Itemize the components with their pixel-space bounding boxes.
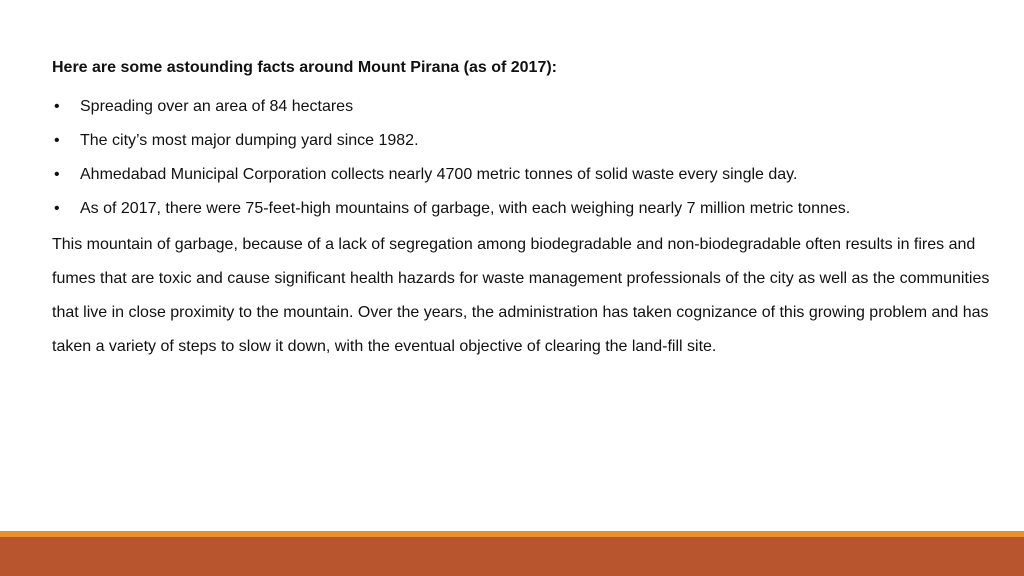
list-item bbox=[52, 90, 1002, 124]
bullet-icon: • bbox=[54, 166, 60, 183]
slide-heading: Here are some astounding facts around Mount Pirana (as of 2017): bbox=[52, 59, 557, 76]
footer-stripe-dark bbox=[0, 537, 1024, 576]
facts-list bbox=[52, 90, 1002, 226]
bullet-icon: • bbox=[54, 132, 60, 149]
slide-content bbox=[52, 56, 1002, 364]
list-item bbox=[52, 124, 1002, 158]
list-item-text: The city’s most major dumping yard since 1982. bbox=[80, 132, 419, 149]
bullet-icon: • bbox=[54, 98, 60, 115]
list-item bbox=[52, 158, 1002, 192]
list-item-text: Spreading over an area of 84 hectares bbox=[80, 98, 354, 115]
bullet-icon: • bbox=[54, 200, 60, 217]
list-item-text: As of 2017, there were 75-feet-high mountains of garbage, with each weighing nearly 7 million metric tonnes. bbox=[80, 200, 851, 217]
list-item-text: Ahmedabad Municipal Corporation collects nearly 4700 metric tonnes of solid waste every single day. bbox=[80, 166, 798, 183]
body-paragraph: This mountain of garbage, because of a lack of segregation among biodegradable and non-biodegradable often results in fires and fumes that are toxic and cause significant health hazards for waste management professionals of the city as well as the communities that live in close proximity to the mountain. Over the years, the administration has taken cognizance of this growing problem and has taken a variety of steps to slow it down, with the eventual objective of clearing the land-fill site. bbox=[52, 236, 990, 355]
list-item bbox=[52, 192, 1002, 226]
